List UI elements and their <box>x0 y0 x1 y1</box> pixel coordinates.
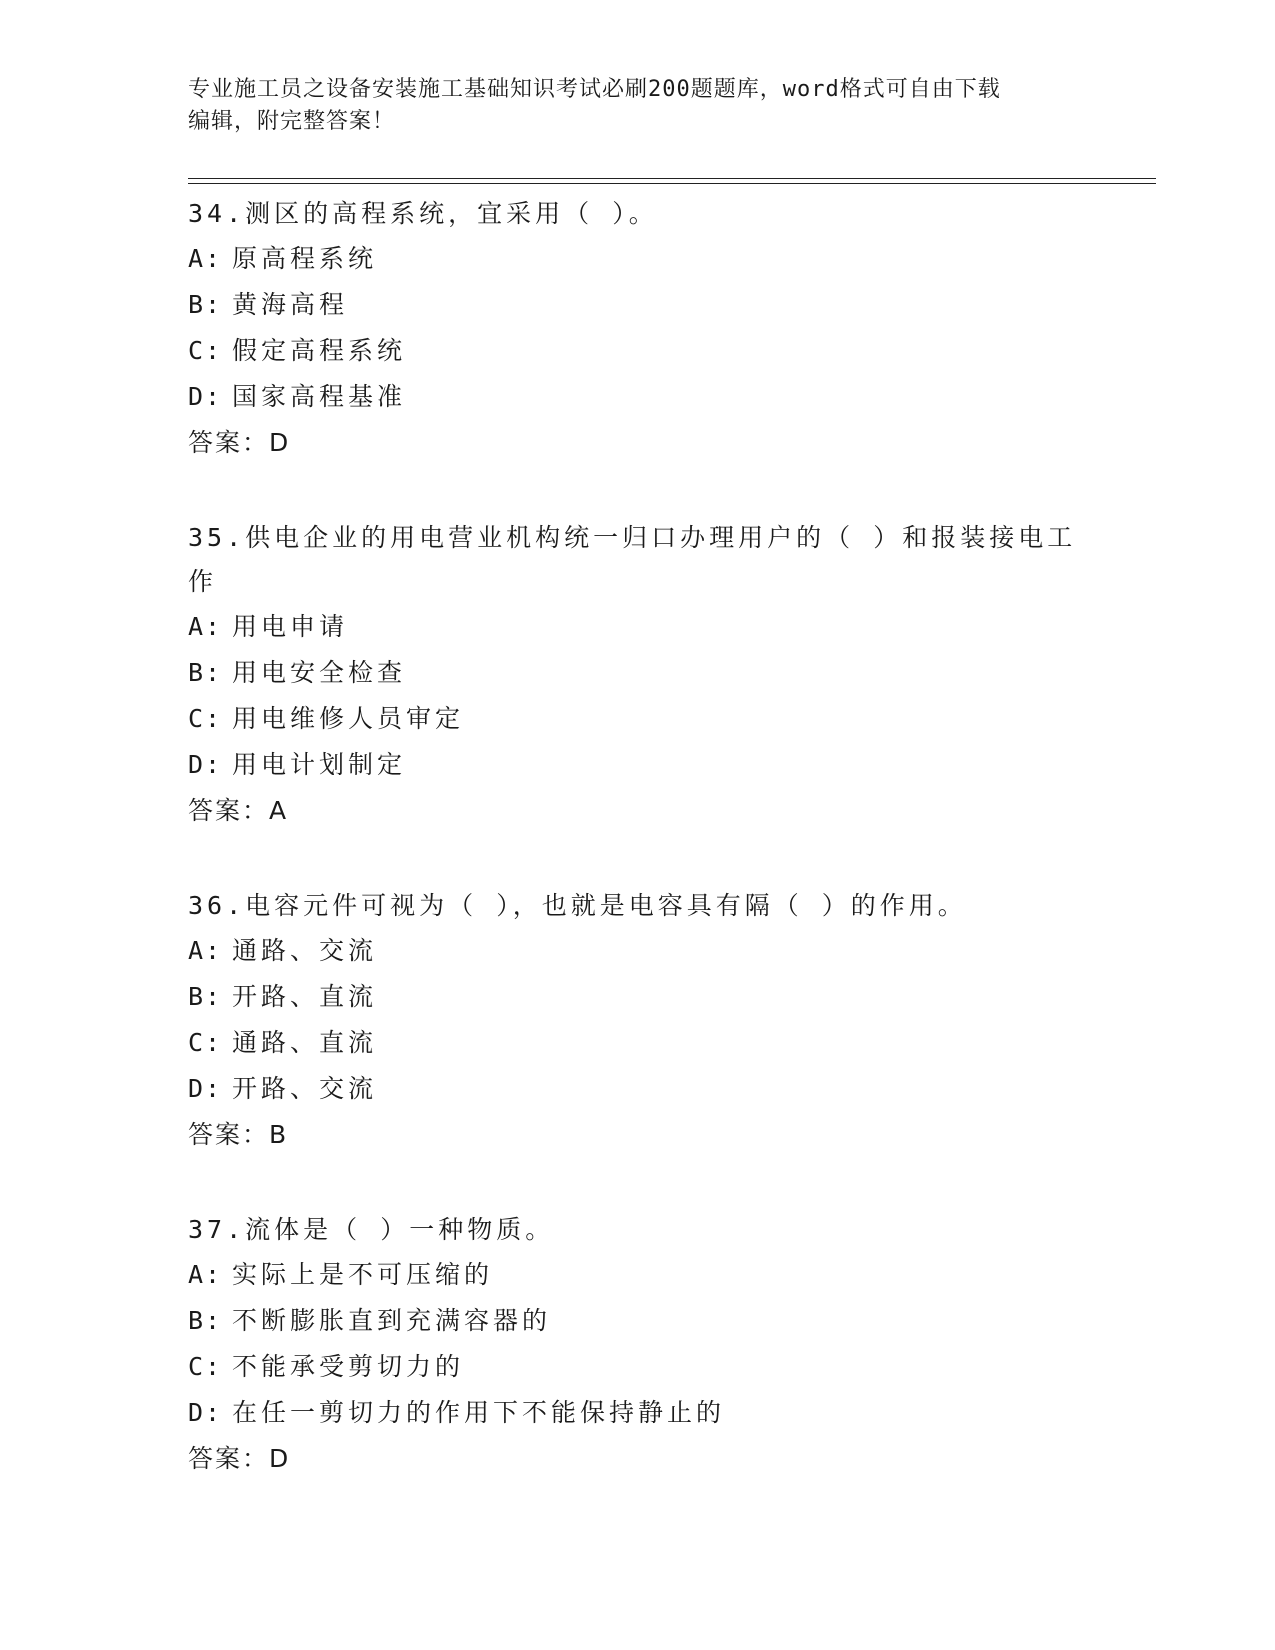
option-text: 国家高程基准 <box>232 382 407 411</box>
option-text: 通路、直流 <box>232 1028 378 1057</box>
option-text: 用电安全检查 <box>232 658 407 687</box>
option-c <box>188 328 1088 374</box>
option-letter: A: <box>188 1260 223 1289</box>
option-d <box>188 742 1088 788</box>
option-letter: B: <box>188 982 223 1011</box>
question-34 <box>188 192 1088 466</box>
option-letter: C: <box>188 704 223 733</box>
question-stem <box>188 1208 1088 1252</box>
option-letter: D: <box>188 382 223 411</box>
option-letter: D: <box>188 1398 223 1427</box>
option-letter: A: <box>188 244 223 273</box>
question-35 <box>188 516 1088 834</box>
document-header <box>188 74 1068 138</box>
option-letter: B: <box>188 1306 223 1335</box>
question-text: 电容元件可视为（ ），也就是电容具有隔（ ）的作用。 <box>245 891 967 920</box>
question-stem <box>188 884 1088 928</box>
question-text: 测区的高程系统，宜采用（ ）。 <box>245 199 658 228</box>
answer: 答案：D <box>188 428 291 457</box>
answer: 答案：A <box>188 796 289 825</box>
question-stem <box>188 516 1088 604</box>
option-a <box>188 604 1088 650</box>
option-d <box>188 374 1088 420</box>
option-b <box>188 974 1088 1020</box>
option-b <box>188 1298 1088 1344</box>
header-rule-top <box>188 178 1156 179</box>
header-line-2: 编辑，附完整答案！ <box>188 109 396 134</box>
question-36 <box>188 884 1088 1158</box>
option-text: 不能承受剪切力的 <box>232 1352 465 1381</box>
option-text: 开路、直流 <box>232 982 378 1011</box>
option-d <box>188 1390 1088 1436</box>
question-number: 35. <box>188 523 246 552</box>
option-c <box>188 696 1088 742</box>
option-c <box>188 1020 1088 1066</box>
option-text: 用电计划制定 <box>232 750 407 779</box>
question-number: 34. <box>188 199 246 228</box>
answer: 答案：B <box>188 1120 289 1149</box>
option-text: 不断膨胀直到充满容器的 <box>232 1306 552 1335</box>
header-line-1: 专业施工员之设备安装施工基础知识考试必刷200题题库，word格式可自由下载 <box>188 77 1001 102</box>
option-b <box>188 650 1088 696</box>
question-number: 37. <box>188 1215 246 1244</box>
option-letter: C: <box>188 1028 223 1057</box>
option-letter: A: <box>188 612 223 641</box>
question-text: 流体是（ ）一种物质。 <box>245 1215 555 1244</box>
option-letter: C: <box>188 1352 223 1381</box>
option-letter: D: <box>188 750 223 779</box>
option-letter: C: <box>188 336 223 365</box>
option-letter: D: <box>188 1074 223 1103</box>
question-number: 36. <box>188 891 246 920</box>
header-rule-bottom <box>188 183 1156 184</box>
option-letter: A: <box>188 936 223 965</box>
option-text: 假定高程系统 <box>232 336 407 365</box>
option-a <box>188 928 1088 974</box>
option-b <box>188 282 1088 328</box>
option-text: 实际上是不可压缩的 <box>232 1260 494 1289</box>
question-37 <box>188 1208 1088 1482</box>
question-list <box>188 190 1088 1482</box>
option-c <box>188 1344 1088 1390</box>
option-text: 用电维修人员审定 <box>232 704 465 733</box>
option-text: 开路、交流 <box>232 1074 378 1103</box>
option-text: 通路、交流 <box>232 936 378 965</box>
option-text: 原高程系统 <box>232 244 378 273</box>
option-letter: B: <box>188 290 223 319</box>
option-text: 黄海高程 <box>232 290 349 319</box>
option-a <box>188 1252 1088 1298</box>
question-stem <box>188 192 1088 236</box>
option-d <box>188 1066 1088 1112</box>
option-a <box>188 236 1088 282</box>
option-letter: B: <box>188 658 223 687</box>
question-text: 供电企业的用电营业机构统一归口办理用户的（ ）和报装接电工作 <box>188 523 1077 596</box>
option-text: 在任一剪切力的作用下不能保持静止的 <box>232 1398 726 1427</box>
option-text: 用电申请 <box>232 612 349 641</box>
answer: 答案：D <box>188 1444 291 1473</box>
